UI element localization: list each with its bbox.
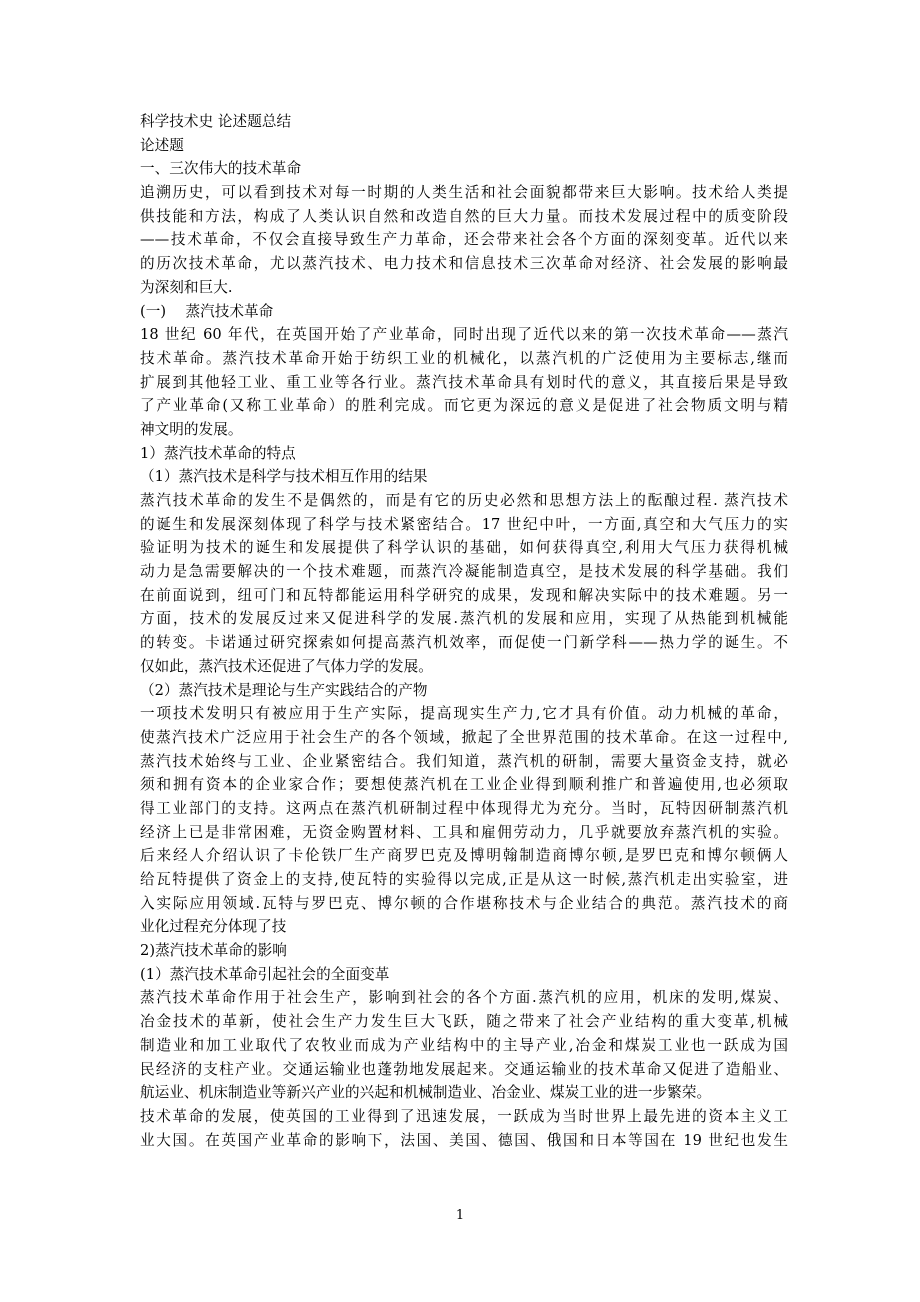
text-line: 供技能和方法，构成了人类认识自然和改造自然的巨大力量。而技术发展过程中的质变阶段 — [140, 207, 788, 225]
text-line: 技术革命。蒸汽技术革命开始于纺织工业的机械化，以蒸汽机的广泛使用为主要标志,继而 — [140, 349, 788, 367]
text-line: 扩展到其他轻工业、重工业等各行业。蒸汽技术革命具有划时代的意义，其直接后果是导致 — [140, 373, 788, 391]
text-line: 动力是急需要解决的一个技术难题，而蒸汽冷凝能制造真空，是技术发展的科学基础。我们 — [140, 563, 788, 581]
document-title: 科学技术史 论述题总结 — [140, 113, 292, 130]
text-line: 18 世纪 60 年代，在英国开始了产业革命，同时出现了近代以来的第一次技术革命——蒸汽 — [140, 326, 788, 344]
text-line: 的转变。卡诺通过研究探索如何提高蒸汽机效率，而促使一门新学科——热力学的诞生。不 — [140, 634, 788, 652]
text-line: (1）蒸汽技术革命引起社会的全面变革 — [140, 965, 390, 983]
text-line: 方面，技术的发展反过来又促进科学的发展.蒸汽机的发展和应用，实现了从热能到机械能 — [140, 610, 788, 628]
text-line: 的诞生和发展深刻体现了科学与技术紧密结合。17 世纪中叶，一方面,真空和大气压力的实 — [140, 515, 788, 533]
text-line: 一、三次伟大的技术革命 — [140, 160, 302, 178]
text-line: 的历次技术革命，尤以蒸汽技术、电力技术和信息技术三次革命对经济、社会发展的影响最 — [140, 255, 788, 273]
text-line: 2)蒸汽技术革命的影响 — [140, 942, 287, 960]
text-line: 业化过程充分体现了技 — [140, 918, 287, 936]
document-body — [140, 110, 788, 1152]
text-line: 验证明为技术的诞生和发展提供了科学认识的基础，如何获得真空,利用大气压力获得机械 — [140, 539, 788, 557]
text-line: 为深刻和巨大. — [140, 278, 233, 296]
text-line: 蒸汽技术革命作用于社会生产，影响到社会的各个方面.蒸汽机的应用，机床的发明,煤炭、 — [140, 989, 788, 1007]
text-line: 经济上已是非常困难，无资金购置材料、工具和雇佣劳动力，几乎就要放弃蒸汽机的实验。 — [140, 823, 788, 841]
text-line: 1）蒸汽技术革命的特点 — [140, 444, 296, 462]
text-line: 给瓦特提供了资金上的支持,使瓦特的实验得以完成,正是从这一时候,蒸汽机走出实验室，进 — [140, 871, 788, 888]
text-line: （2）蒸汽技术是理论与生产实践结合的产物 — [140, 681, 428, 699]
text-line: 冶金技术的革新，使社会生产力发生巨大飞跃，随之带来了社会产业结构的重大变革,机械 — [140, 1013, 788, 1031]
text-line: 蒸汽技术革命的发生不是偶然的，而是有它的历史必然和思想方法上的酝酿过程. 蒸汽技术 — [140, 492, 788, 509]
text-line: 论述题 — [140, 136, 184, 154]
text-line: 使蒸汽技术广泛应用于社会生产的各个领域，掀起了全世界范围的技术革命。在这一过程中, — [140, 728, 788, 746]
text-line: 追溯历史，可以看到技术对每一时期的人类生活和社会面貌都带来巨大影响。技术给人类提 — [140, 184, 788, 202]
text-line: 民经济的支柱产业。交通运输业也蓬勃地发展起来。交通运输业的技术革命又促进了造船业、 — [140, 1060, 788, 1078]
text-line: 航运业、机床制造业等新兴产业的兴起和机械制造业、冶金业、煤炭工业的进一步繁荣。 — [140, 1084, 712, 1102]
text-line: 一项技术发明只有被应用于生产实际，提高现实生产力,它才具有价值。动力机械的革命， — [140, 705, 788, 723]
text-line: 在前面说到，纽可门和瓦特都能运用科学研究的成果，发现和解决实际中的技术难题。另一 — [140, 586, 788, 604]
text-line: 业大国。在英国产业革命的影响下，法国、美国、德国、俄国和日本等国在 19 世纪也发生 — [140, 1131, 788, 1149]
text-line: 仅如此，蒸汽技术还促进了气体力学的发展。 — [140, 657, 433, 675]
text-line: 须和拥有资本的企业家合作；要想使蒸汽机在工业企业得到顺利推广和普遍使用,也必须取 — [140, 776, 788, 794]
text-line: (一) 蒸汽技术革命 — [140, 302, 274, 320]
page-number: 1 — [455, 1208, 465, 1223]
text-line: 蒸汽技术始终与工业、企业紧密结合。我们知道，蒸汽机的研制，需要大量资金支持，就必 — [140, 752, 788, 770]
text-line: 技术革命的发展，使英国的工业得到了迅速发展，一跃成为当时世界上最先进的资本主义工 — [140, 1107, 788, 1125]
text-line: 入实际应用领域.瓦特与罗巴克、博尔顿的合作堪称技术与企业结合的典范。蒸汽技术的商 — [140, 894, 788, 912]
text-line: 制造业和加工业取代了农牧业而成为产业结构中的主导产业,冶金和煤炭工业也一跃成为国 — [140, 1036, 788, 1054]
text-line: 神文明的发展。 — [140, 420, 243, 438]
text-line: 后来经人介绍认识了卡伦铁厂生产商罗巴克及博明翰制造商博尔顿,是罗巴克和博尔顿俩人 — [140, 847, 788, 865]
text-line: 了产业革命(又称工业革命）的胜利完成。而它更为深远的意义是促进了社会物质文明与精 — [140, 397, 788, 415]
text-line: 得工业部门的支持。这两点在蒸汽机研制过程中体现得尤为充分。当时，瓦特因研制蒸汽机 — [140, 799, 788, 817]
text-line: ——技术革命，不仅会直接导致生产力革命，还会带来社会各个方面的深刻变革。近代以来 — [140, 231, 788, 249]
text-line: （1）蒸汽技术是科学与技术相互作用的结果 — [140, 468, 428, 486]
